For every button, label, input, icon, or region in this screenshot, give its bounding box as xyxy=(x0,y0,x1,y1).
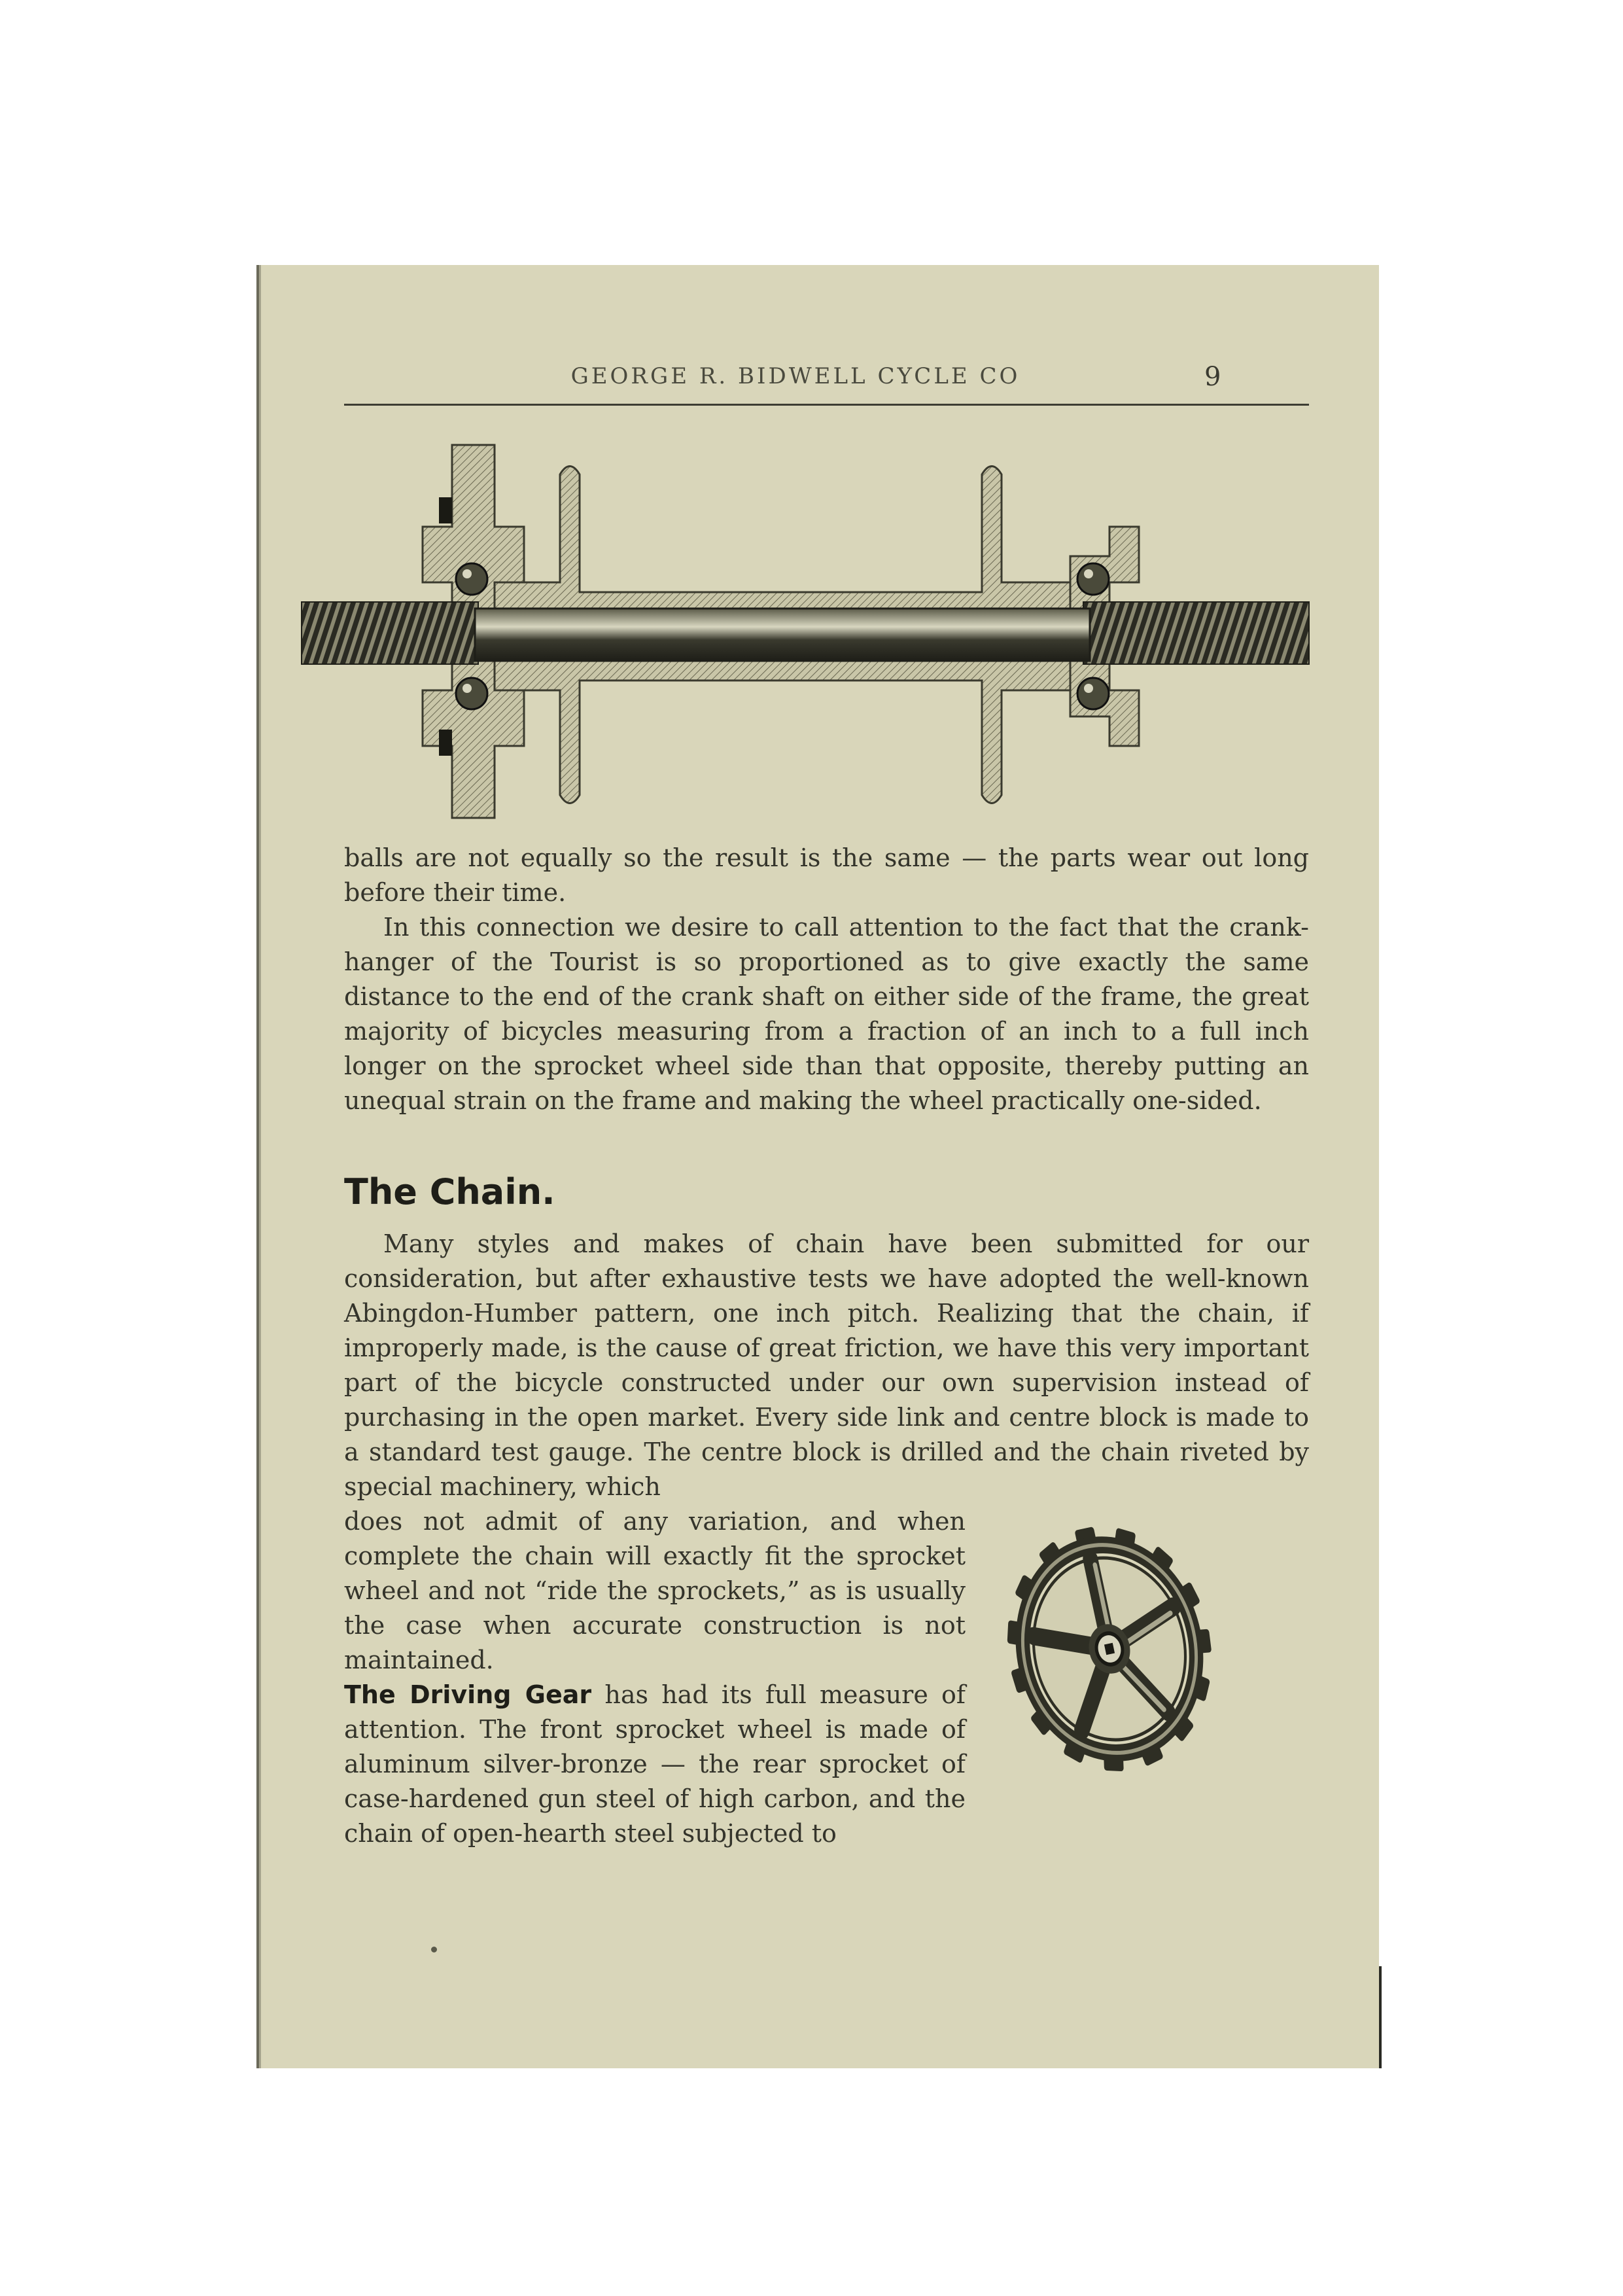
page-spine xyxy=(259,265,261,2068)
paragraph-chain: Many styles and makes of chain have been submitted for our consideration, but after exhaustive tests we have adopted the well-known Abingdon-Humber pattern, one inch pitch. Realizing that the chain, if improperly made, is the cause of great friction, we have this very important part of the bicycle constructed under our own supervision instead of purchasing in the open market. Every side link and centre block is made to a standard test gauge. The centre block is drilled and the chain riveted by special machinery, which xyxy=(344,1229,1309,1501)
book-page xyxy=(256,265,1379,2068)
page-edge-shadow xyxy=(1379,1966,1382,2068)
paragraph-connection: In this connection we desire to call attention to the fact that the crank-hanger of the Tourist is so proportioned as to give exactly the same distance to the end of the crank shaft on either side of the frame, the great majority of bicycles measuring from a fraction of an inch to a full inch longer on the sprocket wheel side than that opposite, thereby putting an unequal strain on the frame and making the wheel practically one-sided. xyxy=(344,913,1309,1115)
paragraph-driving-gear xyxy=(344,1678,966,1851)
page-number: 9 xyxy=(1204,362,1221,392)
crank-hanger-illustration-icon xyxy=(298,442,1332,821)
speck xyxy=(431,1947,437,1952)
sprocket-wheel-icon xyxy=(985,1525,1234,1773)
header-rule xyxy=(344,404,1309,406)
wrapped-text-column xyxy=(344,1504,966,1851)
section-heading-chain: The Chain. xyxy=(344,1171,555,1212)
body-text-upper xyxy=(344,841,1309,1118)
paragraph-continued: balls are not equally so the result is the same — the parts wear out long before their time. xyxy=(344,843,1309,907)
running-title: GEORGE R. BIDWELL CYCLE CO xyxy=(570,363,1021,389)
driving-gear-label: The Driving Gear xyxy=(344,1680,592,1709)
paragraph-chain-wrap: does not admit of any variation, and when complete the chain will exactly fit the sprocket wheel and not “ride the sprockets,” as is usually the case when accurate construction is not maintained. xyxy=(344,1507,966,1674)
driving-gear-text: has had its full measure of attention. The front sprocket wheel is made of aluminum silver-bronze — the rear sprocket of case-hardened gun steel of high carbon, and the chain of open-hearth steel subjected to xyxy=(344,1680,966,1848)
